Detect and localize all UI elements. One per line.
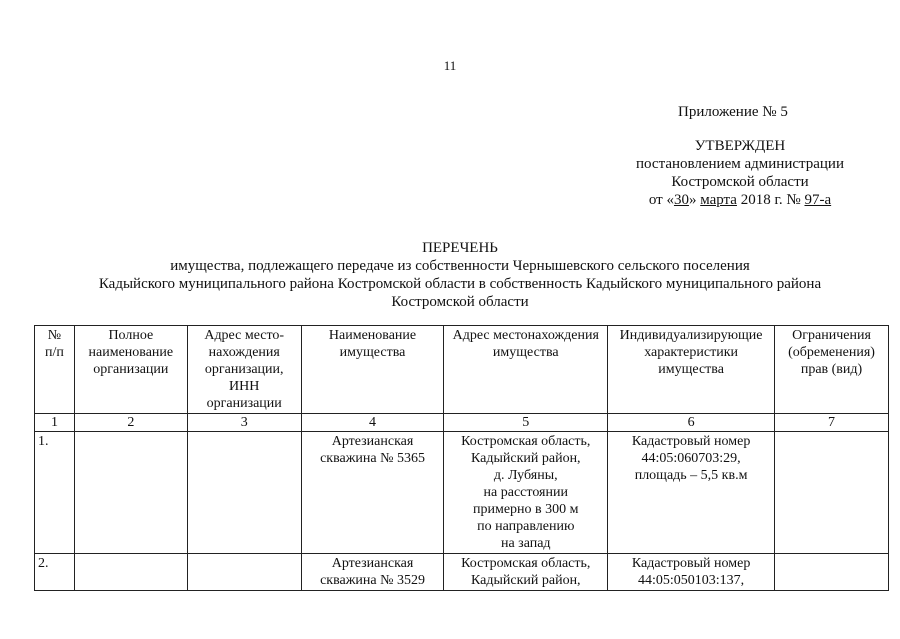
date-prefix: от « <box>648 192 674 208</box>
property-name-line: скважина № 3529 <box>320 573 425 588</box>
table-row <box>35 554 889 591</box>
restrictions-cell <box>775 554 889 591</box>
restrictions-cell <box>775 432 889 554</box>
header-cell-2 <box>74 326 187 414</box>
header-line: Адрес местонахождения <box>452 328 599 343</box>
list-title: ПЕРЕЧЕНЬ <box>422 240 498 256</box>
header-line: ИНН <box>229 379 260 394</box>
row-number-cell: 2. <box>35 554 75 591</box>
header-cell-6 <box>608 326 775 414</box>
property-address-cell <box>444 554 608 591</box>
characteristics-line: Кадастровый номер <box>631 556 751 571</box>
characteristics-line: площадь – 5,5 кв.м <box>634 468 748 483</box>
header-line: имущества <box>658 362 724 377</box>
property-address-line: Кадыйский район, <box>470 451 581 466</box>
header-line: нахождения <box>208 345 280 360</box>
page-number: 11 <box>443 58 457 73</box>
table-row <box>35 432 889 554</box>
list-subtitle-line-2: Кадыйского муниципального района Костромской области в собственность Кадыйского муниципального района <box>98 276 822 292</box>
column-number-cell: 3 <box>187 414 301 432</box>
header-line: организации <box>93 362 169 377</box>
date-mid: » <box>688 192 701 208</box>
header-line: организации, <box>204 362 284 377</box>
column-number-cell: 2 <box>74 414 187 432</box>
header-cell-7 <box>775 326 889 414</box>
list-heading <box>70 239 850 311</box>
header-line: имущества <box>492 345 559 360</box>
header-line: Адрес место- <box>204 328 285 343</box>
organization-address-cell <box>187 432 301 554</box>
date-month: марта <box>700 192 737 208</box>
header-line: организации <box>206 396 282 411</box>
approval-date <box>620 191 860 209</box>
property-address-line: Костромская область, <box>461 434 591 449</box>
header-line: № <box>47 328 62 343</box>
property-address-line: примерно в 300 м <box>473 502 579 517</box>
date-year: 2018 г. № <box>736 192 805 208</box>
header-line: прав (вид) <box>800 362 863 377</box>
header-line: Индивидуализирующие <box>619 328 763 343</box>
date-day: 30 <box>673 192 689 208</box>
header-cell-5 <box>444 326 608 414</box>
property-address-line: на запад <box>500 536 551 551</box>
header-cell-3 <box>187 326 301 414</box>
approval-block <box>620 137 860 209</box>
property-name-line: Артезианская <box>331 434 414 449</box>
property-table <box>34 325 889 591</box>
property-address-line: д. Лубяны, <box>493 468 558 483</box>
header-line: наименование <box>88 345 174 360</box>
characteristics-line: 44:05:050103:137, <box>638 573 745 588</box>
approval-line-1: постановлением администрации <box>636 156 844 172</box>
characteristics-cell <box>608 554 775 591</box>
header-cell-1 <box>35 326 75 414</box>
header-line: имущества <box>339 345 406 360</box>
property-address-line: на расстоянии <box>483 485 568 500</box>
list-subtitle-line-3: Костромской области <box>391 294 529 310</box>
organization-cell <box>74 554 187 591</box>
header-line: Ограничения <box>792 328 871 343</box>
header-line: Полное <box>108 328 154 343</box>
organization-address-cell <box>187 554 301 591</box>
table-header-row <box>35 326 889 414</box>
header-cell-4 <box>301 326 444 414</box>
page-cut-off <box>0 591 900 639</box>
column-number-cell: 7 <box>775 414 889 432</box>
property-address-cell <box>444 432 608 554</box>
column-number-row <box>35 414 889 432</box>
column-number-cell: 6 <box>608 414 775 432</box>
resolution-number: 97-а <box>804 192 832 208</box>
list-subtitle-line-1: имущества, подлежащего передаче из собственности Чернышевского сельского поселения <box>170 258 750 274</box>
property-name-cell <box>301 554 444 591</box>
header-line: Наименование <box>328 328 417 343</box>
column-number-cell: 1 <box>35 414 75 432</box>
property-address-line: Кадыйский район, <box>470 573 581 588</box>
organization-cell <box>74 432 187 554</box>
header-line: характеристики <box>644 345 738 360</box>
characteristics-line: 44:05:060703:29, <box>641 451 741 466</box>
approval-title: УТВЕРЖДЕН <box>694 138 786 154</box>
property-name-cell <box>301 432 444 554</box>
column-number-cell: 5 <box>444 414 608 432</box>
header-line: п/п <box>45 345 64 360</box>
property-address-line: Костромская область, <box>461 556 591 571</box>
column-number-cell: 4 <box>301 414 444 432</box>
row-number-cell: 1. <box>35 432 75 554</box>
property-name-line: скважина № 5365 <box>320 451 425 466</box>
table-body <box>35 326 889 591</box>
characteristics-cell <box>608 432 775 554</box>
header-line: (обременения) <box>788 345 875 360</box>
property-name-line: Артезианская <box>331 556 414 571</box>
appendix-label: Приложение № 5 <box>678 104 788 120</box>
characteristics-line: Кадастровый номер <box>631 434 751 449</box>
property-address-line: по направлению <box>477 519 575 534</box>
approval-line-2: Костромской области <box>671 174 809 190</box>
